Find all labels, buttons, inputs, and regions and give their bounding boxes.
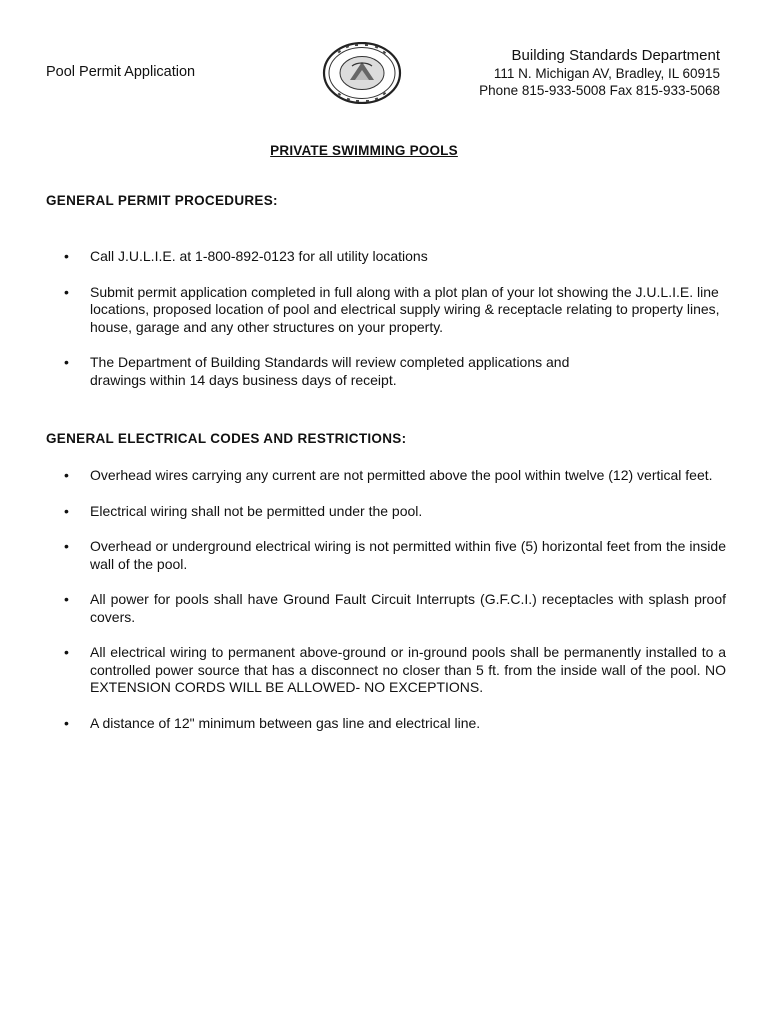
list-item: • A distance of 12" minimum between gas line and electrical line. <box>64 715 726 733</box>
list-item: • Overhead or underground electrical wiring is not permitted within five (5) horizontal feet from the inside wall of the pool. <box>64 538 726 573</box>
document-label: Pool Permit Application <box>46 64 196 80</box>
list-item: • Electrical wiring shall not be permitted under the pool. <box>64 503 726 521</box>
permit-procedures-list <box>64 248 726 407</box>
section-heading-electrical-codes: GENERAL ELECTRICAL CODES AND RESTRICTIONS: <box>46 431 407 446</box>
list-item: • Call J.U.L.I.E. at 1-800-892-0123 for all utility locations <box>64 248 726 266</box>
electrical-codes-list <box>64 467 726 750</box>
department-block <box>479 46 720 99</box>
page-title: PRIVATE SWIMMING POOLS <box>270 143 458 158</box>
list-item: • Submit permit application completed in full along with a plot plan of your lot showing the J.U.L.I.E. line locations, proposed location of pool and electrical supply wiring & receptacle relating to property lines, house, garage and any other structures on your property. <box>64 284 726 337</box>
list-item: • All power for pools shall have Ground Fault Circuit Interrupts (G.F.C.I.) receptacles with splash proof covers. <box>64 591 726 626</box>
department-name: Building Standards Department <box>511 47 720 64</box>
department-phone-fax: Phone 815-933-5008 Fax 815-933-5068 <box>479 83 720 98</box>
list-item: • All electrical wiring to permanent above-ground or in-ground pools shall be permanently installed to a controlled power source that has a disconnect no closer than 5 ft. from the inside wall of the pool. NO EXTENSION CORDS WILL BE ALLOWED- NO EXCEPTIONS. <box>64 644 726 697</box>
list-item: • Overhead wires carrying any current are not permitted above the pool within twelve (12) vertical feet. <box>64 467 726 485</box>
village-seal-icon <box>322 42 402 104</box>
department-address: 111 N. Michigan AV, Bradley, IL 60915 <box>493 66 720 81</box>
list-item: • The Department of Building Standards will review completed applications and drawings within 14 days business days of receipt. <box>64 354 726 389</box>
section-heading-permit-procedures: GENERAL PERMIT PROCEDURES: <box>46 193 278 208</box>
